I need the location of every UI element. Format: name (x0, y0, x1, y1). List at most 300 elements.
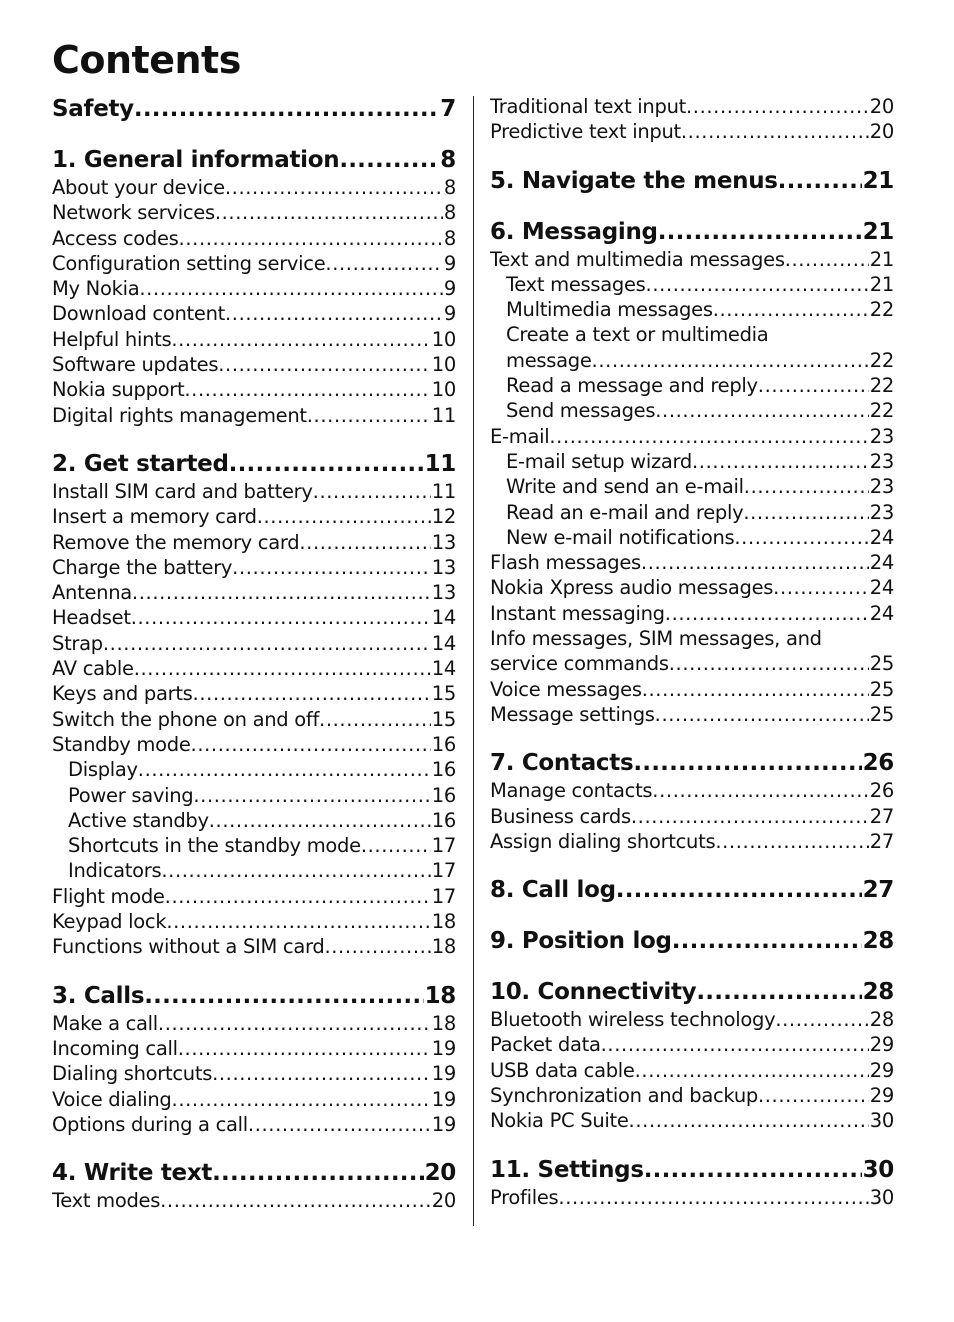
toc-page-number: 10 (431, 378, 456, 402)
dot-leader (158, 1011, 431, 1036)
toc-page-number: 20 (431, 1189, 456, 1213)
dot-leader (225, 175, 443, 200)
toc-entry-strap[interactable] (52, 631, 456, 656)
toc-entry-text-modes[interactable] (52, 1188, 456, 1213)
toc-entry-title: Install SIM card and battery (52, 479, 313, 503)
toc-entry-title: Manage contacts (490, 779, 653, 803)
toc-entry-title: Flash messages (490, 551, 641, 575)
toc-entry-title: 3. Calls (52, 982, 145, 1009)
toc-page-number: 24 (869, 576, 894, 600)
toc-entry-title: Insert a memory card (52, 505, 257, 529)
toc-page-number: 24 (869, 551, 894, 575)
toc-page-number: 18 (431, 1011, 456, 1035)
toc-entry-title: 4. Write text (52, 1160, 213, 1187)
toc-entry-create-a-text-or-multimedia[interactable] (490, 322, 894, 347)
toc-heading-10-connectivity[interactable] (490, 977, 894, 1007)
toc-entry-title: Indicators (68, 859, 162, 883)
toc-page-number: 20 (424, 1160, 456, 1187)
dot-leader (218, 352, 431, 377)
toc-entry-functions-without-a-sim-card[interactable] (52, 934, 456, 959)
toc-page-number: 30 (869, 1185, 894, 1209)
toc-page-number: 8 (443, 201, 456, 225)
toc-page-number: 14 (431, 657, 456, 681)
dot-leader (616, 875, 862, 905)
toc-entry-title: Write and send an e-mail (506, 475, 744, 499)
dot-leader (665, 601, 869, 626)
toc-page-number: 26 (862, 750, 894, 777)
toc-page-number: 22 (869, 399, 894, 423)
dot-leader (307, 403, 431, 428)
dot-leader (744, 474, 869, 499)
toc-page-number: 8 (443, 176, 456, 199)
toc-page-number: 13 (431, 555, 456, 579)
toc-entry-headset[interactable] (52, 605, 456, 630)
dot-leader (178, 1036, 431, 1061)
dot-leader (103, 631, 431, 656)
dot-leader (635, 1058, 869, 1083)
dot-leader (655, 398, 869, 423)
toc-entry-access-codes[interactable] (52, 226, 456, 251)
toc-right-column (490, 94, 894, 1210)
dot-leader (361, 833, 431, 858)
toc-entry-title: E-mail setup wizard (506, 449, 692, 473)
toc-entry-business-cards[interactable] (490, 804, 894, 829)
toc-entry-display[interactable] (52, 757, 456, 782)
toc-entry-title: 1. General information (52, 147, 340, 173)
toc-entry-e-mail-setup-wizard[interactable] (490, 449, 894, 474)
dot-leader (642, 677, 869, 702)
dot-leader (324, 934, 430, 959)
dot-leader (131, 605, 431, 630)
toc-entry-keypad-lock[interactable] (52, 909, 456, 934)
toc-entry-e-mail[interactable] (490, 424, 894, 449)
toc-page-number: 27 (862, 877, 894, 904)
toc-entry-profiles[interactable] (490, 1185, 894, 1210)
toc-page-number: 22 (869, 298, 894, 322)
toc-entry-read-an-e-mail-and-reply[interactable] (490, 500, 894, 525)
toc-entry-shortcuts-in-the-standby-mode[interactable] (52, 833, 456, 858)
toc-entry-info-messages-sim-messages-and[interactable] (490, 626, 894, 651)
dot-leader (209, 808, 431, 833)
toc-entry-keys-and-parts[interactable] (52, 681, 456, 706)
dot-leader (778, 166, 862, 196)
toc-entry-manage-contacts[interactable] (490, 778, 894, 803)
toc-page-number: 19 (431, 1036, 456, 1060)
toc-entry-voice-messages[interactable] (490, 677, 894, 702)
toc-page-number: 16 (431, 758, 456, 782)
toc-entry-title: USB data cable (490, 1058, 635, 1082)
toc-entry-title: Switch the phone on and off (52, 707, 320, 731)
dot-leader (319, 707, 431, 732)
toc-entry-make-a-call[interactable] (52, 1011, 456, 1036)
dot-leader (734, 525, 868, 550)
toc-heading-9-position-log[interactable] (490, 926, 894, 956)
toc-entry-title: 10. Connectivity (490, 979, 697, 1006)
dot-leader (212, 1158, 424, 1188)
toc-entry-title: Nokia support (52, 378, 185, 402)
toc-page-number: 16 (431, 732, 456, 756)
toc-entry-title: Nokia PC Suite (490, 1109, 629, 1133)
toc-page-number: 14 (431, 606, 456, 630)
toc-entry-antenna[interactable] (52, 580, 456, 605)
toc-entry-digital-rights-management[interactable] (52, 403, 456, 428)
toc-page-number: 23 (869, 500, 894, 524)
dot-leader (248, 1112, 431, 1137)
toc-page-number: 12 (431, 505, 456, 529)
dot-leader (743, 500, 868, 525)
toc-entry-title: Headset (52, 606, 131, 630)
toc-heading-6-messaging[interactable] (490, 217, 894, 247)
toc-heading-5-navigate-the-menus[interactable] (490, 166, 894, 196)
toc-entry-title: Voice dialing (52, 1087, 172, 1111)
toc-page-number: 29 (869, 1033, 894, 1057)
toc-entry-synchronization-and-backup[interactable] (490, 1083, 894, 1108)
toc-page-number: 25 (869, 652, 894, 676)
dot-leader (629, 1108, 869, 1133)
toc-page-number: 18 (431, 935, 456, 959)
dot-leader (161, 858, 430, 883)
toc-entry-title: Read a message and reply (506, 374, 758, 398)
toc-entry-title: Traditional text input (490, 95, 686, 118)
toc-entry-title: Info messages, SIM messages, and (490, 627, 822, 651)
dot-leader (215, 200, 443, 225)
dot-leader (179, 226, 443, 251)
toc-entry-title: AV cable (52, 657, 134, 681)
toc-page-number: 21 (862, 167, 894, 194)
toc-entry-remove-the-memory-card[interactable] (52, 530, 456, 555)
toc-entry-title: Multimedia messages (506, 298, 713, 322)
toc-entry-switch-the-phone-on-and-off[interactable] (52, 707, 456, 732)
toc-entry-title: Network services (52, 201, 215, 225)
toc-entry-title: Predictive text input (490, 120, 681, 144)
toc-entry-av-cable[interactable] (52, 656, 456, 681)
page-title: Contents (52, 38, 241, 82)
dot-leader (184, 377, 430, 402)
dot-leader (232, 555, 431, 580)
toc-entry-title: Text and multimedia messages (490, 247, 785, 271)
toc-entry-predictive-text-input[interactable] (490, 119, 894, 144)
toc-entry-title: Message settings (490, 702, 655, 726)
dot-leader (633, 748, 861, 778)
dot-leader (773, 575, 869, 600)
dot-leader (758, 1083, 869, 1108)
toc-page-number: 9 (443, 251, 456, 275)
toc-entry-title: New e-mail notifications (506, 525, 735, 549)
dot-leader (785, 247, 869, 272)
dot-leader (165, 884, 431, 909)
toc-entry-title: Download content (52, 302, 225, 326)
dot-leader (652, 778, 868, 803)
toc-page-number: 8 (440, 147, 456, 173)
dot-leader (696, 977, 861, 1007)
toc-entry-title: Assign dialing shortcuts (490, 829, 716, 853)
toc-entry-title: Voice messages (490, 677, 642, 701)
dot-leader (212, 1061, 431, 1086)
toc-entry-title: Antenna (52, 581, 132, 605)
toc-entry-usb-data-cable[interactable] (490, 1058, 894, 1083)
dot-leader (160, 1188, 431, 1213)
dot-leader (631, 804, 869, 829)
toc-page-number: 30 (869, 1109, 894, 1133)
toc-entry-title: service commands (490, 652, 669, 676)
toc-page-number: 10 (431, 327, 456, 351)
toc-page-number: 23 (869, 475, 894, 499)
toc-entry-charge-the-battery[interactable] (52, 555, 456, 580)
toc-entry-packet-data[interactable] (490, 1032, 894, 1057)
dot-leader (134, 94, 439, 124)
toc-page-number: 9 (443, 277, 456, 301)
toc-entry-title: 5. Navigate the menus (490, 167, 778, 194)
toc-page-number: 21 (869, 247, 894, 271)
toc-page-number: 26 (869, 779, 894, 803)
toc-entry-title: About your device (52, 176, 225, 199)
dot-leader (313, 479, 431, 504)
toc-entry-title: Strap (52, 631, 103, 655)
toc-heading-8-call-log[interactable] (490, 875, 894, 905)
toc-page-number: 13 (431, 530, 456, 554)
toc-entry-message-settings[interactable] (490, 702, 894, 727)
dot-leader (655, 702, 869, 727)
toc-entry-flash-messages[interactable] (490, 550, 894, 575)
toc-page-number: 23 (869, 449, 894, 473)
toc-entry-title: Shortcuts in the standby mode (68, 834, 361, 858)
toc-entry-title: 8. Call log (490, 877, 616, 904)
toc-entry-title: Business cards (490, 804, 631, 828)
toc-entry-standby-mode[interactable] (52, 732, 456, 757)
toc-page-number: 27 (869, 829, 894, 853)
toc-entry-title: Nokia Xpress audio messages (490, 576, 774, 600)
toc-entry-dialing-shortcuts[interactable] (52, 1061, 456, 1086)
toc-page-number: 29 (869, 1084, 894, 1108)
toc-entry-bluetooth-wireless-technology[interactable] (490, 1007, 894, 1032)
dot-leader (681, 119, 869, 144)
dot-leader (669, 651, 869, 676)
toc-entry-software-updates[interactable] (52, 352, 456, 377)
toc-entry-my-nokia[interactable] (52, 276, 456, 301)
toc-entry-instant-messaging[interactable] (490, 601, 894, 626)
toc-entry-title: Safety (52, 96, 134, 122)
dot-leader (325, 251, 442, 276)
toc-entry-title: Keys and parts (52, 682, 193, 706)
toc-page-number: 19 (431, 1062, 456, 1086)
dot-leader (193, 681, 431, 706)
toc-page-number: 30 (862, 1156, 894, 1183)
toc-heading-7-contacts[interactable] (490, 748, 894, 778)
toc-entry-message[interactable] (490, 348, 894, 373)
toc-entry-title: Instant messaging (490, 601, 665, 625)
dot-leader (144, 981, 423, 1011)
toc-page-number: 19 (431, 1112, 456, 1136)
dot-leader (658, 217, 862, 247)
toc-entry-write-and-send-an-e-mail[interactable] (490, 474, 894, 499)
dot-leader (758, 373, 869, 398)
toc-entry-title: 7. Contacts (490, 750, 634, 777)
dot-leader (299, 530, 430, 555)
toc-heading-2-get-started[interactable] (52, 449, 456, 479)
dot-leader (134, 656, 431, 681)
toc-entry-configuration-setting-service[interactable] (52, 251, 456, 276)
toc-entry-title: Software updates (52, 353, 219, 377)
toc-entry-traditional-text-input[interactable] (490, 94, 894, 119)
toc-page-number: 29 (869, 1058, 894, 1082)
dot-leader (138, 757, 431, 782)
toc-page-number: 19 (431, 1087, 456, 1111)
dot-leader (601, 1032, 869, 1057)
toc-page-number: 11 (431, 403, 456, 427)
toc-entry-active-standby[interactable] (52, 808, 456, 833)
toc-entry-title: Dialing shortcuts (52, 1062, 213, 1086)
toc-entry-title: Text messages (506, 272, 646, 296)
toc-entry-title: Functions without a SIM card (52, 935, 325, 959)
toc-entry-title: Read an e-mail and reply (506, 500, 744, 524)
toc-entry-power-saving[interactable] (52, 783, 456, 808)
toc-page-number: 15 (431, 707, 456, 731)
toc-entry-install-sim-card-and-battery[interactable] (52, 479, 456, 504)
dot-leader (641, 550, 869, 575)
toc-entry-title: Send messages (506, 399, 656, 423)
dot-leader (225, 301, 443, 326)
toc-entry-network-services[interactable] (52, 200, 456, 225)
toc-entry-title: Create a text or multimedia (506, 323, 769, 347)
toc-entry-download-content[interactable] (52, 301, 456, 326)
toc-page-number: 18 (424, 982, 456, 1009)
toc-entry-nokia-pc-suite[interactable] (490, 1108, 894, 1133)
toc-page-number: 15 (431, 682, 456, 706)
toc-entry-title: My Nokia (52, 277, 140, 301)
dot-leader (686, 94, 869, 119)
toc-entry-title: Make a call (52, 1011, 158, 1035)
toc-entry-indicators[interactable] (52, 858, 456, 883)
toc-page-number: 24 (869, 601, 894, 625)
dot-leader (715, 829, 868, 854)
toc-entry-about-your-device[interactable] (52, 175, 456, 200)
toc-page-number: 28 (862, 979, 894, 1006)
toc-entry-title: Text modes (52, 1189, 161, 1213)
dot-leader (191, 732, 431, 757)
toc-page-number: 28 (869, 1008, 894, 1032)
dot-leader (166, 909, 430, 934)
toc-heading-11-settings[interactable] (490, 1155, 894, 1185)
toc-entry-title: Profiles (490, 1185, 559, 1209)
toc-entry-title: 11. Settings (490, 1156, 644, 1183)
toc-entry-service-commands[interactable] (490, 651, 894, 676)
toc-heading-4-write-text[interactable] (52, 1158, 456, 1188)
toc-entry-insert-a-memory-card[interactable] (52, 504, 456, 529)
dot-leader (132, 580, 431, 605)
toc-page-number: 20 (869, 120, 894, 144)
toc-entry-nokia-xpress-audio-messages[interactable] (490, 575, 894, 600)
toc-page-number: 25 (869, 702, 894, 726)
toc-entry-nokia-support[interactable] (52, 377, 456, 402)
toc-page-number: 27 (869, 804, 894, 828)
toc-heading-1-general-information[interactable] (52, 145, 456, 175)
dot-leader (592, 348, 869, 373)
toc-entry-title: message (506, 348, 592, 372)
toc-entry-title: Remove the memory card (52, 530, 300, 554)
toc-entry-new-e-mail-notifications[interactable] (490, 525, 894, 550)
toc-entry-text-messages[interactable] (490, 272, 894, 297)
toc-heading-safety[interactable] (52, 94, 456, 124)
toc-page-number: 17 (431, 859, 456, 883)
toc-page-number: 9 (443, 302, 456, 326)
dot-leader (171, 327, 430, 352)
toc-entry-title: 2. Get started (52, 450, 229, 477)
dot-leader (672, 926, 862, 956)
dot-leader (549, 424, 868, 449)
toc-entry-flight-mode[interactable] (52, 884, 456, 909)
toc-entry-title: Helpful hints (52, 327, 172, 351)
toc-entry-title: E-mail (490, 424, 550, 448)
toc-entry-helpful-hints[interactable] (52, 327, 456, 352)
toc-entry-title: Power saving (68, 783, 194, 807)
toc-page-number: 22 (869, 348, 894, 372)
toc-entry-send-messages[interactable] (490, 398, 894, 423)
toc-heading-3-calls[interactable] (52, 981, 456, 1011)
toc-page-number: 18 (431, 910, 456, 934)
toc-entry-title: Access codes (52, 226, 179, 250)
toc-entry-title: Charge the battery (52, 555, 233, 579)
toc-page-number: 17 (431, 884, 456, 908)
toc-entry-title: Flight mode (52, 884, 165, 908)
dot-leader (644, 1155, 862, 1185)
toc-page-number: 28 (862, 928, 894, 955)
toc-page-number: 17 (431, 834, 456, 858)
toc-entry-title: Standby mode (52, 732, 191, 756)
toc-page-number: 20 (869, 95, 894, 118)
toc-entry-voice-dialing[interactable] (52, 1087, 456, 1112)
toc-entry-title: Incoming call (52, 1036, 178, 1060)
toc-entry-title: Active standby (68, 808, 209, 832)
dot-leader (646, 272, 869, 297)
toc-page-number: 11 (431, 479, 456, 503)
toc-page-number: 14 (431, 631, 456, 655)
dot-leader (339, 145, 439, 175)
toc-page-number: 7 (440, 96, 456, 122)
toc-page-number: 23 (869, 424, 894, 448)
toc-entry-title: Options during a call (52, 1112, 248, 1136)
dot-leader (172, 1087, 431, 1112)
dot-leader (558, 1185, 868, 1210)
toc-page-number: 21 (862, 218, 894, 245)
toc-entry-multimedia-messages[interactable] (490, 297, 894, 322)
toc-page-number: 8 (443, 226, 456, 250)
dot-leader (713, 297, 869, 322)
toc-page-number: 16 (431, 783, 456, 807)
toc-entry-incoming-call[interactable] (52, 1036, 456, 1061)
toc-entry-title: Bluetooth wireless technology (490, 1008, 776, 1032)
toc-left-column (52, 94, 456, 1213)
toc-page-number: 10 (431, 353, 456, 377)
column-divider (473, 96, 474, 1226)
toc-page-number: 21 (869, 272, 894, 296)
toc-page-number: 24 (869, 525, 894, 549)
toc-entry-title: Keypad lock (52, 910, 167, 934)
toc-entry-title: Synchronization and backup (490, 1084, 758, 1108)
dot-leader (193, 783, 430, 808)
toc-page-number: 16 (431, 808, 456, 832)
toc-entry-options-during-a-call[interactable] (52, 1112, 456, 1137)
dot-leader (775, 1007, 868, 1032)
dot-leader (692, 449, 869, 474)
dot-leader (229, 449, 424, 479)
toc-entry-assign-dialing-shortcuts[interactable] (490, 829, 894, 854)
toc-entry-read-a-message-and-reply[interactable] (490, 373, 894, 398)
toc-entry-title: Configuration setting service (52, 251, 326, 275)
dot-leader (257, 504, 431, 529)
toc-page-number: 25 (869, 677, 894, 701)
toc-entry-title: Digital rights management (52, 403, 307, 427)
toc-entry-text-and-multimedia-messages[interactable] (490, 247, 894, 272)
